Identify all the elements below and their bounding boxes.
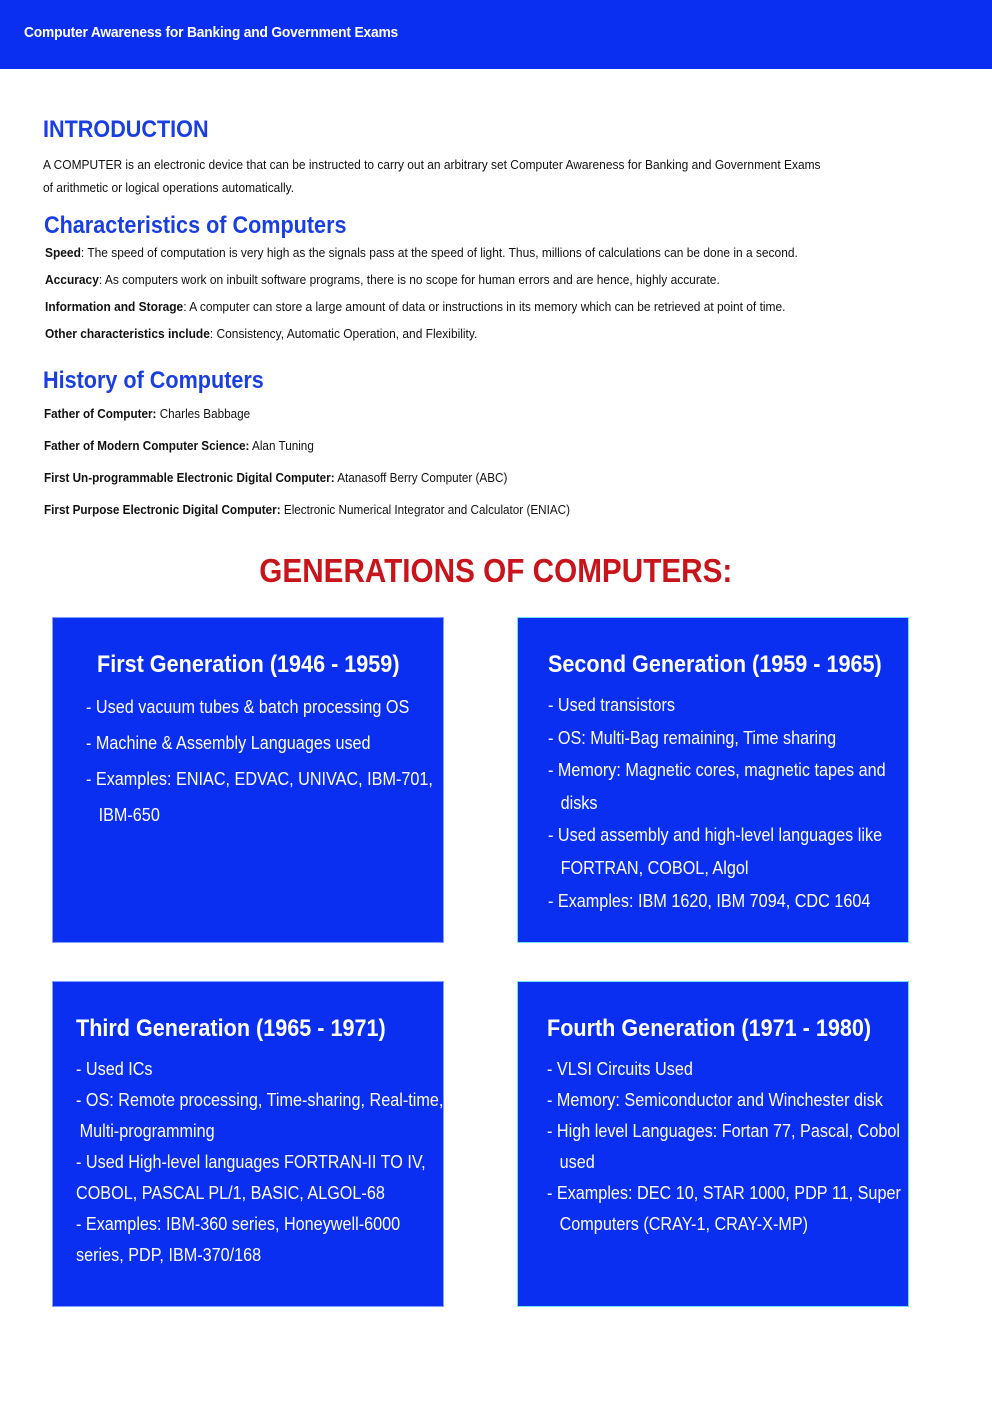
card-line: FORTRAN, COBOL, Algol	[560, 857, 749, 878]
history-item	[44, 404, 872, 436]
history-heading: History of Computers	[43, 367, 264, 394]
history-item	[44, 468, 872, 500]
card-items	[86, 689, 471, 833]
card-line: - Examples: ENIAC, EDVAC, UNIVAC, IBM-701,	[86, 769, 433, 789]
page-header	[0, 0, 992, 69]
characteristic-term: Speed	[45, 245, 81, 260]
characteristic-term: Accuracy	[45, 272, 99, 287]
characteristics-list	[45, 243, 965, 351]
characteristic-term: Other characteristics include	[45, 326, 210, 341]
history-item	[44, 436, 872, 468]
introduction-line: of arithmetic or logical operations automatically.	[43, 180, 295, 195]
card-line: - Used assembly and high-level languages like	[548, 825, 883, 846]
history-term: First Un-programmable Electronic Digital Computer:	[44, 470, 335, 485]
card-line: - Examples: IBM-360 series, Honeywell-6000	[76, 1214, 401, 1234]
history-text: Atanasoff Berry Computer (ABC)	[334, 470, 508, 485]
history-item	[44, 500, 872, 532]
characteristic-text: : Consistency, Automatic Operation, and Flexibility.	[209, 326, 478, 341]
characteristic-item	[45, 324, 891, 351]
card-line: - Examples: DEC 10, STAR 1000, PDP 11, Super	[547, 1183, 901, 1203]
second-generation-card	[517, 617, 909, 943]
characteristic-item	[45, 270, 891, 297]
header-title: Computer Awareness for Banking and Government Exams	[24, 24, 399, 41]
history-list	[44, 404, 964, 532]
introduction-heading: INTRODUCTION	[43, 116, 209, 143]
card-line: - Used vacuum tubes & batch processing OS	[86, 697, 410, 717]
history-text: Electronic Numerical Integrator and Calculator (ENIAC)	[280, 502, 571, 517]
characteristic-item	[45, 243, 891, 270]
card-line: Multi-programming	[79, 1121, 215, 1141]
card-title: Fourth Generation (1971 - 1980)	[547, 1015, 872, 1042]
card-line: - Used High-level languages FORTRAN-II TO IV,	[76, 1152, 426, 1172]
history-term: First Purpose Electronic Digital Computer:	[44, 502, 281, 517]
first-generation-card	[52, 617, 444, 943]
card-items	[547, 1054, 940, 1240]
card-line: - High level Languages: Fortan 77, Pascal, Cobol	[547, 1121, 901, 1141]
history-text: Alan Tuning	[249, 438, 314, 453]
characteristic-item	[45, 297, 891, 324]
characteristic-text: : As computers work on inbuilt software programs, there is no scope for human errors and are hence, highly accurate.	[98, 272, 720, 287]
card-line: used	[559, 1152, 595, 1172]
card-line: disks	[560, 792, 598, 813]
card-title: Second Generation (1959 - 1965)	[548, 651, 882, 678]
card-title: First Generation (1946 - 1959)	[97, 651, 400, 678]
card-title: Third Generation (1965 - 1971)	[76, 1015, 386, 1042]
characteristic-text: : A computer can store a large amount of data or instructions in its memory which can be retrieved at point of time.	[183, 299, 786, 314]
history-term: Father of Computer:	[44, 406, 157, 421]
card-items	[76, 1054, 484, 1271]
card-line: - Examples: IBM 1620, IBM 7094, CDC 1604	[548, 890, 871, 911]
card-line: - VLSI Circuits Used	[547, 1059, 693, 1079]
card-line: - OS: Multi-Bag remaining, Time sharing	[548, 727, 837, 748]
introduction-line: A COMPUTER is an electronic device that can be instructed to carry out an arbitrary set Computer Awareness for Banking and Government Exams	[43, 157, 821, 172]
characteristic-term: Information and Storage	[45, 299, 184, 314]
card-line: - Memory: Magnetic cores, magnetic tapes and	[548, 760, 886, 781]
card-line: IBM-650	[98, 805, 160, 825]
card-line: - Used ICs	[76, 1059, 153, 1079]
card-line: Computers (CRAY-1, CRAY-X-MP)	[559, 1214, 809, 1234]
card-line: COBOL, PASCAL PL/1, BASIC, ALGOL-68	[76, 1183, 385, 1203]
card-items	[548, 689, 923, 917]
card-line: - Machine & Assembly Languages used	[86, 733, 371, 753]
characteristic-text: : The speed of computation is very high as the signals pass at the speed of light. Thus, millions of calculations can be done in a second.	[80, 245, 798, 260]
introduction-text	[43, 153, 871, 199]
card-line: - OS: Remote processing, Time-sharing, Real-time,	[76, 1090, 444, 1110]
generations-heading	[0, 552, 992, 590]
card-line: - Memory: Semiconductor and Winchester disk	[547, 1090, 883, 1110]
history-term: Father of Modern Computer Science:	[44, 438, 250, 453]
fourth-generation-card	[517, 981, 909, 1307]
third-generation-card	[52, 981, 444, 1307]
history-text: Charles Babbage	[156, 406, 251, 421]
card-line: series, PDP, IBM-370/168	[76, 1245, 262, 1265]
characteristics-heading: Characteristics of Computers	[44, 212, 347, 239]
card-line: - Used transistors	[548, 695, 675, 715]
generations-heading-text: GENERATIONS OF COMPUTERS:	[259, 552, 733, 589]
